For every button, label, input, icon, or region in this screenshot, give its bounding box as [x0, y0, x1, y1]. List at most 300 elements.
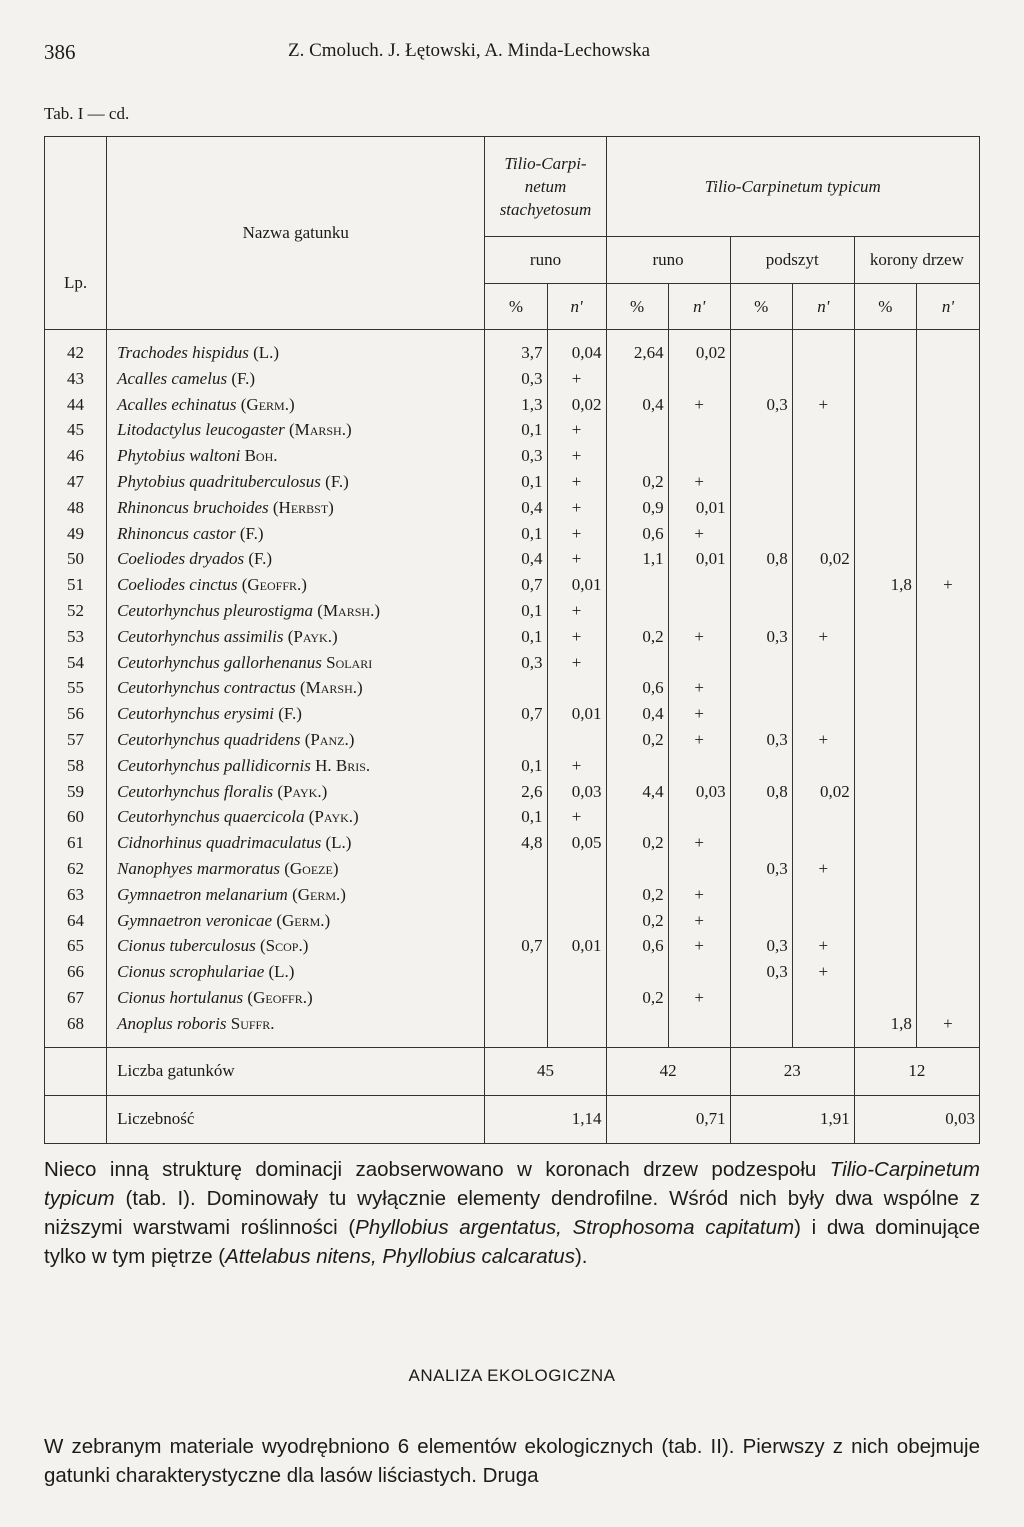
- cell-n: +: [547, 598, 606, 624]
- cell-n: +: [792, 933, 854, 959]
- species-binomial: Anoplus roboris: [117, 1013, 227, 1033]
- cell-percent: [730, 417, 792, 443]
- cell-percent: 4,4: [606, 779, 668, 805]
- species-count-label: Liczba gatunków: [107, 1047, 485, 1095]
- cell-n: [916, 804, 979, 830]
- species-binomial: Cionus tuberculosus: [117, 936, 256, 956]
- abundance-value: 1,91: [730, 1095, 854, 1143]
- species-name: [107, 779, 485, 805]
- species-name: [107, 624, 485, 650]
- cell-n: +: [668, 933, 730, 959]
- cell-n: [792, 495, 854, 521]
- cell-n: +: [547, 495, 606, 521]
- cell-n: [792, 650, 854, 676]
- cell-percent: [485, 727, 547, 753]
- species-binomial: Ceutorhynchus contractus: [117, 678, 296, 698]
- table-row: [45, 546, 980, 572]
- cell-percent: 0,2: [606, 908, 668, 934]
- cell-percent: [854, 546, 916, 572]
- cell-percent: [730, 701, 792, 727]
- cell-percent: 0,1: [485, 469, 547, 495]
- cell-percent: [854, 882, 916, 908]
- cell-percent: 0,8: [730, 546, 792, 572]
- cell-percent: [854, 469, 916, 495]
- paragraph-text: (tab. I). Dominowały tu wyłącznie elementy dendrofilne. Wśród nich były dwa wspólne z niższymi warstwami roślinności (: [44, 1187, 980, 1239]
- cell-percent: 1,3: [485, 392, 547, 418]
- row-number: 54: [45, 650, 107, 676]
- species-author: (F.): [278, 704, 302, 724]
- cell-n: [916, 753, 979, 779]
- table-row: [45, 985, 980, 1011]
- cell-n: [916, 701, 979, 727]
- cell-n: [792, 908, 854, 934]
- species-binomial: Coeliodes dryados: [117, 549, 245, 569]
- species-name: [107, 1011, 485, 1047]
- paragraph-text: ).: [574, 1245, 588, 1268]
- cell-n: 0,02: [547, 392, 606, 418]
- table-caption: Tab. I — cd.: [44, 104, 130, 123]
- cell-n: [916, 650, 979, 676]
- cell-percent: [485, 959, 547, 985]
- species-name: [107, 495, 485, 521]
- layer-header: podszyt: [730, 237, 854, 284]
- cell-n: [916, 417, 979, 443]
- cell-n: +: [792, 856, 854, 882]
- table-row: [45, 933, 980, 959]
- cell-n: [792, 330, 854, 366]
- cell-n: +: [547, 546, 606, 572]
- cell-percent: [730, 598, 792, 624]
- row-number: 46: [45, 443, 107, 469]
- cell-percent: 0,2: [606, 469, 668, 495]
- row-number: 50: [45, 546, 107, 572]
- cell-n: [547, 1011, 606, 1047]
- species-author: (Geoffr.): [241, 575, 307, 595]
- species-binomial: Rhinoncus castor: [117, 523, 236, 543]
- cell-n: +: [668, 727, 730, 753]
- cell-percent: [854, 959, 916, 985]
- layer-header: runo: [606, 237, 730, 284]
- cell-percent: 0,2: [606, 985, 668, 1011]
- cell-percent: 0,7: [485, 572, 547, 598]
- cell-n: [916, 908, 979, 934]
- species-binomial: Phytobius waltoni: [117, 446, 241, 466]
- row-number: 49: [45, 521, 107, 547]
- unit-header: %: [606, 284, 668, 330]
- cell-n: [916, 598, 979, 624]
- row-number: 62: [45, 856, 107, 882]
- cell-n: 0,01: [668, 495, 730, 521]
- unit-header: %: [854, 284, 916, 330]
- cell-n: +: [792, 624, 854, 650]
- species-name: [107, 804, 485, 830]
- row-number: 67: [45, 985, 107, 1011]
- cell-n: [792, 598, 854, 624]
- cell-n: [668, 598, 730, 624]
- species-count-row: [45, 1047, 980, 1095]
- cell-n: [792, 804, 854, 830]
- species-binomial: Gymnaetron melanarium: [117, 884, 288, 904]
- species-name: [107, 572, 485, 598]
- species-count: 12: [854, 1047, 979, 1095]
- species-binomial: Ceutorhynchus floralis: [117, 781, 274, 801]
- row-number: 56: [45, 701, 107, 727]
- row-number: 52: [45, 598, 107, 624]
- abundance-row: [45, 1095, 980, 1143]
- cell-percent: [854, 650, 916, 676]
- cell-percent: 0,1: [485, 804, 547, 830]
- cell-n: [547, 908, 606, 934]
- cell-n: +: [668, 908, 730, 934]
- unit-header: n': [792, 284, 854, 330]
- species-author: (Germ.): [276, 910, 331, 930]
- cell-n: [792, 701, 854, 727]
- cell-percent: 0,6: [606, 675, 668, 701]
- cell-percent: [854, 804, 916, 830]
- cell-n: +: [547, 804, 606, 830]
- cell-n: [916, 830, 979, 856]
- cell-percent: 2,64: [606, 330, 668, 366]
- cell-percent: [854, 392, 916, 418]
- cell-n: [547, 882, 606, 908]
- species-binomial: Ceutorhynchus pallidicornis: [117, 755, 311, 775]
- cell-percent: 0,3: [730, 856, 792, 882]
- cell-percent: [854, 443, 916, 469]
- table-row: [45, 495, 980, 521]
- cell-n: +: [547, 650, 606, 676]
- cell-percent: [730, 908, 792, 934]
- cell-percent: [606, 650, 668, 676]
- cell-percent: [485, 675, 547, 701]
- cell-percent: [606, 443, 668, 469]
- species-author: (Marsh.): [317, 600, 380, 620]
- cell-percent: 0,1: [485, 598, 547, 624]
- row-number: 51: [45, 572, 107, 598]
- cell-n: +: [916, 1011, 979, 1047]
- table-row: [45, 908, 980, 934]
- species-binomial: Coeliodes cinctus: [117, 575, 238, 595]
- species-count: 45: [485, 1047, 606, 1095]
- cell-percent: 4,8: [485, 830, 547, 856]
- species-name: [107, 675, 485, 701]
- cell-n: [792, 675, 854, 701]
- row-number: 64: [45, 908, 107, 934]
- cell-percent: [606, 753, 668, 779]
- row-number: 58: [45, 753, 107, 779]
- cell-percent: 0,6: [606, 933, 668, 959]
- species-author: (F.): [248, 549, 273, 569]
- group-header-line: netum: [524, 177, 567, 196]
- table-row: [45, 804, 980, 830]
- cell-percent: [854, 727, 916, 753]
- cell-percent: [854, 624, 916, 650]
- cell-percent: [606, 959, 668, 985]
- cell-percent: [730, 521, 792, 547]
- cell-percent: [730, 830, 792, 856]
- cell-n: 0,04: [547, 330, 606, 366]
- species-author: (Marsh.): [299, 678, 363, 698]
- cell-percent: [730, 443, 792, 469]
- cell-percent: [606, 366, 668, 392]
- cell-n: [792, 521, 854, 547]
- cell-percent: [485, 856, 547, 882]
- cell-n: [916, 985, 979, 1011]
- species-author: Solari: [326, 652, 373, 672]
- row-number: 47: [45, 469, 107, 495]
- cell-n: [792, 417, 854, 443]
- cell-percent: [730, 469, 792, 495]
- cell-percent: [606, 856, 668, 882]
- species-author: Suffr.: [230, 1013, 275, 1033]
- cell-n: [792, 985, 854, 1011]
- row-number: 55: [45, 675, 107, 701]
- taxon-name: Phyllobius argentatus, Strophosoma capitatum: [355, 1216, 795, 1239]
- species-author: (Germ.): [240, 394, 295, 414]
- species-author: (F.): [239, 523, 264, 543]
- cell-percent: 0,1: [485, 417, 547, 443]
- cell-n: +: [547, 443, 606, 469]
- unit-header: n': [916, 284, 979, 330]
- cell-percent: [854, 753, 916, 779]
- cell-n: [916, 624, 979, 650]
- cell-percent: [854, 985, 916, 1011]
- cell-percent: [854, 779, 916, 805]
- row-number: 45: [45, 417, 107, 443]
- cell-n: +: [668, 701, 730, 727]
- species-name: [107, 959, 485, 985]
- species-binomial: Litodactylus leucogaster: [117, 420, 285, 440]
- col-header-lp: Lp.: [45, 137, 107, 330]
- group-header-line: stachyetosum: [499, 200, 592, 219]
- cell-percent: [854, 330, 916, 366]
- paragraph-text: ) i dwa dominujące tylko w tym piętrze (: [44, 1216, 980, 1268]
- cell-n: [668, 443, 730, 469]
- species-author: (L.): [268, 962, 295, 982]
- cell-percent: 0,1: [485, 753, 547, 779]
- species-author: (L.): [253, 343, 280, 362]
- unit-header: %: [485, 284, 547, 330]
- cell-n: +: [547, 753, 606, 779]
- cell-percent: [854, 933, 916, 959]
- species-author: (Payk.): [277, 781, 328, 801]
- species-name: [107, 521, 485, 547]
- species-author: Boh.: [244, 446, 278, 466]
- species-count: 42: [606, 1047, 730, 1095]
- species-count: 23: [730, 1047, 854, 1095]
- cell-n: [916, 882, 979, 908]
- unit-header: n': [668, 284, 730, 330]
- species-author: (F.): [231, 368, 255, 388]
- species-author: (L.): [325, 833, 352, 853]
- cell-percent: 0,3: [730, 392, 792, 418]
- summary-spacer: [45, 1095, 107, 1143]
- cell-percent: 1,8: [854, 1011, 916, 1047]
- table-row: [45, 598, 980, 624]
- layer-header: runo: [485, 237, 606, 284]
- cell-percent: [854, 598, 916, 624]
- species-table: [44, 136, 980, 1144]
- cell-n: [547, 675, 606, 701]
- cell-n: [916, 779, 979, 805]
- cell-n: 0,02: [668, 330, 730, 366]
- table-row: [45, 701, 980, 727]
- group-header-stachyetosum: [485, 137, 606, 237]
- cell-percent: [730, 1011, 792, 1047]
- cell-percent: 0,2: [606, 882, 668, 908]
- cell-percent: 0,3: [485, 650, 547, 676]
- cell-percent: [730, 985, 792, 1011]
- row-number: 68: [45, 1011, 107, 1047]
- cell-n: [792, 572, 854, 598]
- cell-percent: 0,4: [606, 392, 668, 418]
- running-head-authors: Z. Cmoluch. J. Łętowski, A. Minda-Lechowska: [288, 40, 651, 61]
- cell-percent: 1,1: [606, 546, 668, 572]
- paragraph-ecology: W zebranym materiale wyodrębniono 6 elementów ekologicznych (tab. II). Pierwszy z nich obejmuje gatunki charakterystyczne dla lasów liściastych. Druga: [44, 1435, 980, 1487]
- cell-n: +: [668, 624, 730, 650]
- row-number: 63: [45, 882, 107, 908]
- species-binomial: Ceutorhynchus assimilis: [117, 626, 284, 646]
- species-name: [107, 753, 485, 779]
- abundance-value: 0,71: [606, 1095, 730, 1143]
- species-name: [107, 469, 485, 495]
- cell-n: +: [668, 830, 730, 856]
- row-number: 66: [45, 959, 107, 985]
- cell-n: [547, 985, 606, 1011]
- species-binomial: Cidnorhinus quadrimaculatus: [117, 833, 322, 853]
- cell-n: 0,01: [547, 701, 606, 727]
- species-name: [107, 598, 485, 624]
- layer-header: korony drzew: [854, 237, 979, 284]
- cell-percent: [485, 908, 547, 934]
- cell-percent: 0,6: [606, 521, 668, 547]
- cell-n: [916, 330, 979, 366]
- cell-percent: 2,6: [485, 779, 547, 805]
- cell-n: [916, 675, 979, 701]
- species-name: [107, 330, 485, 366]
- cell-percent: [730, 804, 792, 830]
- cell-percent: [854, 701, 916, 727]
- cell-n: +: [792, 727, 854, 753]
- cell-percent: 0,3: [730, 959, 792, 985]
- cell-n: [916, 443, 979, 469]
- species-author: (Scop.): [260, 936, 309, 956]
- cell-n: [668, 417, 730, 443]
- cell-percent: 1,8: [854, 572, 916, 598]
- species-author: (Herbst): [272, 497, 334, 517]
- cell-n: [916, 469, 979, 495]
- row-number: 60: [45, 804, 107, 830]
- cell-percent: [606, 572, 668, 598]
- cell-n: [668, 1011, 730, 1047]
- table-row: [45, 469, 980, 495]
- species-binomial: Ceutorhynchus quadridens: [117, 729, 301, 749]
- species-name: [107, 727, 485, 753]
- species-binomial: Rhinoncus bruchoides: [117, 497, 269, 517]
- cell-n: +: [668, 521, 730, 547]
- cell-percent: 0,7: [485, 701, 547, 727]
- paragraph-text: Nieco inną strukturę dominacji zaobserwowano w koronach drzew podzespołu: [44, 1158, 817, 1181]
- cell-n: +: [668, 985, 730, 1011]
- table-row: [45, 417, 980, 443]
- cell-n: +: [547, 521, 606, 547]
- cell-percent: 0,3: [730, 624, 792, 650]
- cell-percent: 0,8: [730, 779, 792, 805]
- species-name: [107, 546, 485, 572]
- abundance-value: 0,03: [854, 1095, 979, 1143]
- cell-n: [792, 753, 854, 779]
- species-binomial: Gymnaetron veronicae: [117, 910, 273, 930]
- cell-n: [547, 727, 606, 753]
- species-name: [107, 908, 485, 934]
- cell-n: [668, 366, 730, 392]
- table-row: [45, 572, 980, 598]
- cell-percent: [606, 804, 668, 830]
- cell-n: [916, 521, 979, 547]
- summary-spacer: [45, 1047, 107, 1095]
- cell-n: [668, 804, 730, 830]
- table-row: [45, 392, 980, 418]
- table-row: [45, 882, 980, 908]
- cell-percent: 0,3: [485, 443, 547, 469]
- cell-n: [916, 366, 979, 392]
- species-author: (Payk.): [287, 626, 338, 646]
- cell-percent: [854, 908, 916, 934]
- table-row: [45, 443, 980, 469]
- cell-n: [916, 392, 979, 418]
- species-binomial: Ceutorhynchus gallorhenanus: [117, 652, 322, 672]
- cell-n: [668, 856, 730, 882]
- cell-percent: [730, 675, 792, 701]
- abundance-value: 1,14: [485, 1095, 606, 1143]
- section-title: ANALIZA EKOLOGICZNA: [408, 1366, 616, 1385]
- abundance-label: Liczebność: [107, 1095, 485, 1143]
- cell-percent: [730, 650, 792, 676]
- species-name: [107, 985, 485, 1011]
- species-name: [107, 882, 485, 908]
- table-row: [45, 521, 980, 547]
- cell-n: 0,01: [547, 572, 606, 598]
- row-number: 65: [45, 933, 107, 959]
- paragraph-dominance: [44, 1155, 980, 1271]
- col-header-name: Nazwa gatunku: [107, 137, 485, 330]
- cell-n: +: [916, 572, 979, 598]
- species-author: H. Bris.: [315, 755, 371, 775]
- cell-percent: 0,2: [606, 624, 668, 650]
- species-binomial: Acalles camelus: [117, 368, 228, 388]
- cell-n: [792, 469, 854, 495]
- cell-n: 0,01: [668, 546, 730, 572]
- cell-percent: 0,4: [606, 701, 668, 727]
- cell-n: 0,01: [547, 933, 606, 959]
- table-row: [45, 753, 980, 779]
- cell-percent: 0,4: [485, 495, 547, 521]
- cell-n: 0,03: [668, 779, 730, 805]
- species-author: (Germ.): [292, 884, 346, 904]
- table-row: [45, 1011, 980, 1047]
- species-name: [107, 392, 485, 418]
- cell-n: +: [792, 392, 854, 418]
- row-number: 61: [45, 830, 107, 856]
- cell-percent: 3,7: [485, 330, 547, 366]
- cell-percent: [854, 830, 916, 856]
- cell-n: [792, 1011, 854, 1047]
- cell-percent: [730, 330, 792, 366]
- row-number: 44: [45, 392, 107, 418]
- species-binomial: Ceutorhynchus quaercicola: [117, 807, 305, 827]
- species-binomial: Ceutorhynchus erysimi: [117, 704, 274, 724]
- cell-percent: [730, 366, 792, 392]
- cell-n: [916, 495, 979, 521]
